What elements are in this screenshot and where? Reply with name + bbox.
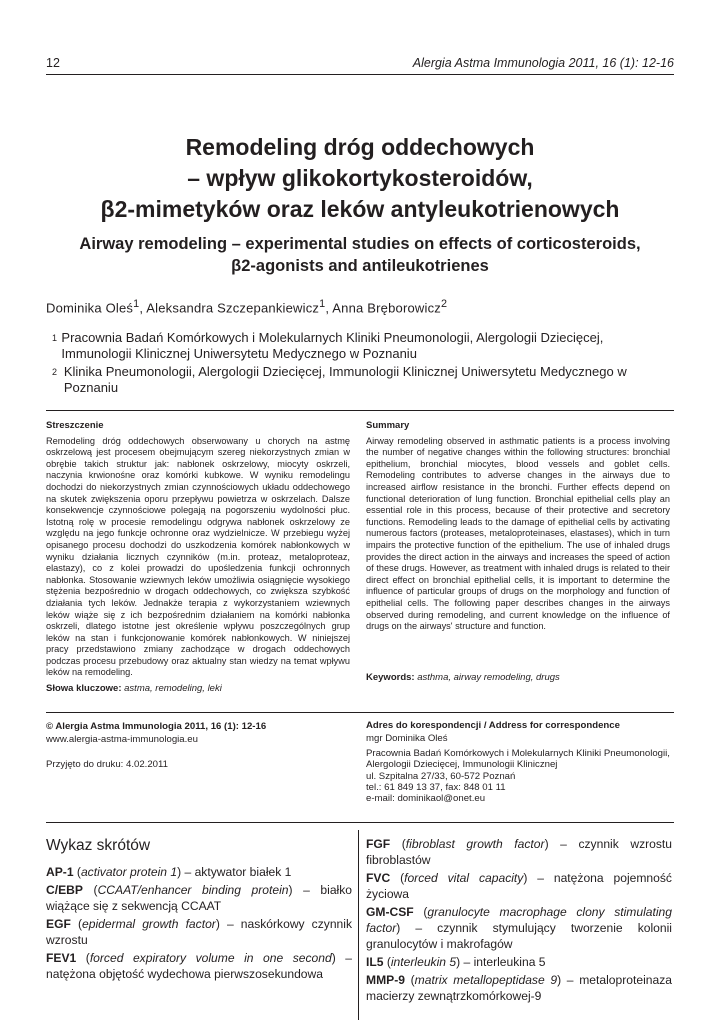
accepted-date: Przyjęto do druku: 4.02.2011	[46, 759, 168, 770]
subtitle-line-2: β2-agonists and antileukotrienes	[231, 257, 489, 275]
keywords-line	[46, 683, 350, 695]
abbreviation-item: AP-1 (activator protein 1) – aktywator białek 1	[46, 865, 292, 879]
abbreviation-item: IL5 (interleukin 5) – interleukina 5	[366, 955, 546, 969]
abbreviations-left-column	[46, 836, 352, 984]
author-affiliation-mark: 2	[441, 298, 448, 310]
header-rule	[46, 74, 674, 75]
author-list: Dominika Oleś$^1$, Aleksandra Szczepankiewicz$^1$, Anna Bręborowicz$^2$	[46, 298, 448, 316]
affiliations	[52, 330, 672, 398]
abstract-body: Remodeling dróg oddechowych obserwowany u chorych na astmę oskrzelową jest procesem obejmującym szereg niekorzystnych zmian w obrębie takich struktur jak: nabłonek oskrzelowy, miocyty oskrzeli, naczynia krwionośne oraz komórki kubkowe. W wyniku remodelingu dochodzi do niekorzystnych zmian czynnościowych układu oddechowego na skutek zwiększenia oporu przepływu powietrza w oskrzelach. Dalsze konsekwencje czynnościowe polegają na pogorszeniu wydolności płuc. Istotną rolę w procesie remodelingu odgrywa nabłonek oskrzelowy ze względu na jego funkcje ochronne oraz wydzielnicze. W przebiegu wyżej opisanego procesu dochodzi do uszkodzenia komórek nabłonkowych w wyniku działania licznych czynników (m.in. proteaz, metaloproteaz, elastazy), co z kolei prowadzi do upośledzenia funkcji ochronnych nabłonka. Stosowanie wziewnych leków umożliwia osiągnięcie wysokiego stężenia bezpośrednio w drogach oddechowych, co zwiększa szybkość działania tych leków. Jednakże terapia z wykorzystaniem wziewnych leków wiąże się z ich bezpośrednim działaniem na komórki nabłonka oskrzeli, dlatego istotne jest określenie wpływu poszczególnych grup leków na stan i funkcjonowanie komórek nabłonkowych. W niniejszej pracy przedstawiono zmiany zachodzące w drogach oddechowych podczas procesu przebudowy oraz aktualny stan wiedzy na temat wpływu leków na remodeling.	[46, 435, 350, 678]
correspondence-label: Adres do korespondencji / Address for correspondence	[366, 720, 620, 731]
abbreviations-heading: Wykaz skrótów	[46, 837, 151, 854]
keywords-line	[366, 672, 560, 683]
affiliation-item	[52, 364, 672, 396]
copyright-line: © Alergia Astma Immunologia 2011, 16 (1): 12-16	[46, 721, 267, 732]
keywords-value: asthma, airway remodeling, drugs	[417, 672, 560, 683]
affiliation-number: 2	[52, 367, 58, 377]
correspondence-institution: Pracownia Badań Komórkowych i Molekularnych Kliniki Pneumonologii, Alergologii Dziecięcej, Immunologii Klinicznej	[366, 747, 670, 771]
author-name: Aleksandra Szczepankiewicz	[146, 300, 320, 316]
journal-reference: Alergia Astma Immunologia 2011, 16 (1): 12-16	[412, 56, 674, 70]
article-page	[46, 54, 674, 1014]
author-affiliation-mark: 1	[133, 298, 140, 310]
abstract-top-rule	[46, 410, 674, 411]
correspondence-phone: tel.: 61 849 13 37, fax: 848 01 11	[366, 782, 506, 794]
keywords-value: astma, remodeling, leki	[124, 683, 222, 695]
abstract-heading: Streszczenie	[46, 420, 104, 431]
summary-heading: Summary	[366, 420, 410, 431]
keywords-label: Słowa kluczowe:	[46, 683, 122, 695]
journal-website-link[interactable]: www.alergia-astma-immunologia.eu	[46, 734, 198, 745]
author-name: Dominika Oleś	[46, 300, 134, 316]
keywords-label: Keywords:	[366, 672, 415, 683]
affiliation-number: 1	[52, 333, 58, 343]
affiliation-text: Pracownia Badań Komórkowych i Molekularnych Kliniki Pneumonologii, Alergologii Dziecięcej, Immunologii Klinicznej Uniwersytetu Medycznego w Poznaniu	[61, 330, 604, 361]
title-line-1: Remodeling dróg oddechowych	[185, 134, 535, 160]
affiliation-item	[52, 330, 672, 362]
article-title	[46, 132, 674, 225]
abbreviation-item: FEV1 (forced expiratory volume in one second) – natężona objętość wydechowa pierwszosekundowa	[46, 951, 352, 981]
correspondence-block	[366, 720, 670, 805]
correspondence-street: ul. Szpitalna 27/33, 60-572 Poznań	[366, 770, 516, 782]
title-line-2: – wpływ glikokortykosteroidów,	[187, 165, 533, 191]
abbreviation-item: C/EBP (CCAAT/enhancer binding protein) – białko wiążące się z sekwencją CCAAT	[46, 883, 353, 913]
column-divider	[358, 830, 359, 1020]
correspondence-email[interactable]: e-mail: dominikaol@onet.eu	[366, 793, 486, 805]
publication-info	[46, 720, 350, 771]
summary-body: Airway remodeling observed in asthmatic patients is a process involving the number of negative changes within the following structures: bronchial epithelium, bronchial miocytes, blood vessels and goblet cells. Remodeling contributes to adverse changes in the airways due to increased airflow resistance in the bronchi. Further effects depend on functional deterioration of lung function. Bronchial epithelial cells play an essential role in this process, because of their protective and secretory functions. Remodeling leads to the damage of epithelial cells by activating numerous factors (proteases, metaloproteinases, elastases), which in turn impairs the protective function of the epithelium. The use of inhaled drugs provides the direct action in the airways and increases the speed of action of these drugs. However, as treatment with inhaled drugs is related to their direct effect on bronchial epithelial cells, it is important to determine the influence of particular groups of drugs on the morphology and function of epithelial cells. The following paper describes changes in the airways observed during remodeling, and current knowledge on the influence of drugs on the airways' structure and function.	[366, 435, 670, 632]
info-top-rule	[46, 712, 674, 713]
abbreviations-right-column	[366, 836, 672, 1006]
running-header	[46, 54, 674, 72]
page-number: 12	[46, 56, 60, 70]
abbreviations-top-rule	[46, 822, 674, 823]
abbreviation-item: FVC (forced vital capacity) – natężona pojemność życiowa	[366, 871, 672, 901]
english-abstract	[366, 420, 670, 633]
polish-abstract	[46, 420, 350, 695]
subtitle-line-1: Airway remodeling – experimental studies on effects of corticosteroids,	[79, 235, 641, 253]
author-name: Anna Bręborowicz	[332, 300, 441, 316]
abbreviation-item: GM-CSF (granulocyte macrophage clony stimulating factor) – czynnik stymulujący tworzenie kolonii granulocytów i makrofagów	[366, 905, 673, 951]
abbreviation-item: EGF (epidermal growth factor) – naskórkowy czynnik wzrostu	[46, 917, 353, 947]
abbreviation-item: MMP-9 (matrix metallopeptidase 9) – metaloproteinaza macierzy zewnątrzkomórkowej-9	[366, 973, 672, 1003]
title-block	[46, 132, 674, 277]
abbreviation-item: FGF (fibroblast growth factor) – czynnik wzrostu fibroblastów	[366, 837, 673, 867]
correspondence-name: mgr Dominika Oleś	[366, 733, 448, 745]
title-line-3: β2-mimetyków oraz leków antyleukotrienowych	[100, 196, 620, 222]
author-affiliation-mark: 1	[319, 298, 326, 310]
article-subtitle	[46, 233, 674, 277]
affiliation-text: Klinika Pneumonologii, Alergologii Dziecięcej, Immunologii Klinicznej Uniwersytetu Medycznego w Poznaniu	[63, 364, 627, 395]
